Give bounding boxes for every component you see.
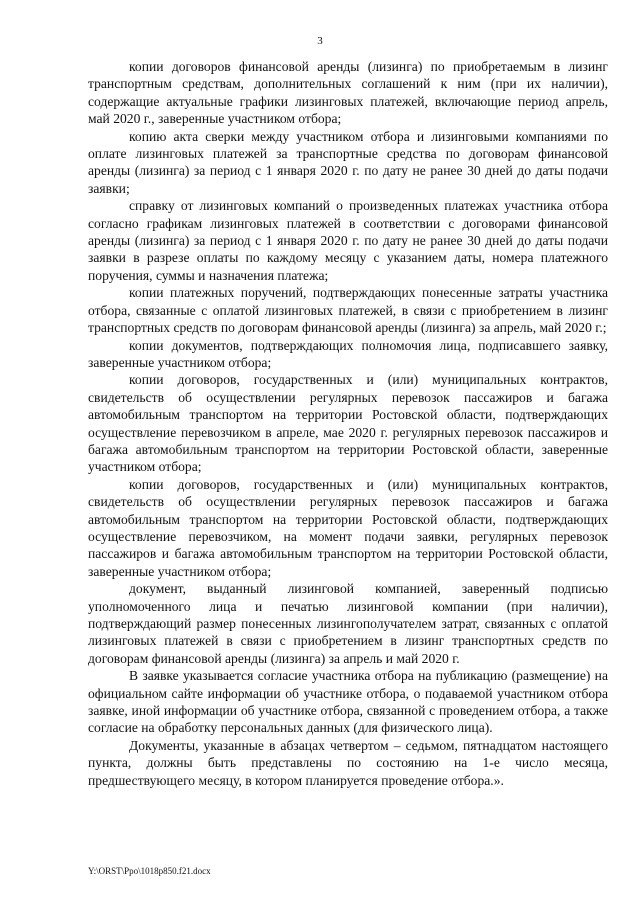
paragraph-leasing-contracts: копии договоров финансовой аренды (лизинга) по приобретаемым в лизинг транспортным средствам, дополнительных соглашений к ним (при их наличии), содержащие актуальные графики лизинговых платежей, включающие период апрель, май 2020 г., заверенные участником отбора; <box>88 59 608 127</box>
paragraph-publication-consent: В заявке указывается согласие участника отбора на публикацию (размещение) на официальном сайте информации об участнике отбора, о подаваемой участником отбора заявке, иной информации об участнике отбора, связанной с проведением отбора, а также согласие на обработку персональных данных (для физического лица). <box>88 668 608 736</box>
paragraph-leasing-company-document: документ, выданный лизинговой компанией, заверенный подписью уполномоченного лица и печатью лизинговой компании (при наличии), подтверждающий размер понесенных лизингополучателем затрат, связанных с оплатой лизинговых платежей в связи с приобретением в лизинг транспортных средств по договорам финансовой аренды (лизинга) за апрель и май 2020 г. <box>88 581 608 666</box>
paragraph-documents-date: Документы, указанные в абзацах четвертом – седьмом, пятнадцатом настоящего пункта, должны быть представлены по состоянию на 1-е число месяца, предшествующего месяцу, в котором планируется проведение отбора.». <box>88 737 608 788</box>
paragraph-contracts-current: копии договоров, государственных и (или) муниципальных контрактов, свидетельств об осуществлении регулярных перевозок пассажиров и багажа автомобильным транспортом на территории Ростовской области, подтверждающих осуществление перевозчиком, на момент подачи заявки, регулярных перевозок пассажиров и багажа автомобильным транспортом на территории Ростовской области, заверенные участником отбора; <box>88 476 608 579</box>
paragraph-reconciliation-act: копию акта сверки между участником отбора и лизинговыми компаниями по оплате лизинговых платежей за транспортные средства по договорам финансовой аренды (лизинга) за период с 1 января 2020 г. по дату не ранее 30 дней до даты подачи заявки; <box>88 128 608 196</box>
page-number: 3 <box>317 35 323 47</box>
paragraph-authority-documents: копии документов, подтверждающих полномочия лица, подписавшего заявку, заверенные участником отбора; <box>88 337 608 370</box>
paragraph-payment-orders: копии платежных поручений, подтверждающих понесенные затраты участника отбора, связанные с оплатой лизинговых платежей, в связи с приобретением в лизинг транспортных средств по договорам финансовой аренды (лизинга) за апрель, май 2020 г.; <box>88 285 608 336</box>
paragraph-payments-certificate: справку от лизинговых компаний о произведенных платежах участника отбора согласно графикам лизинговых платежей в соответствии с договорами финансовой аренды (лизинга) за период с 1 января 2020 г. по дату не ранее 30 дней до даты подачи заявки в разрезе оплаты по каждому месяцу с указанием даты, номера платежного поручения, суммы и назначения платежа; <box>88 198 608 283</box>
document-body <box>88 58 608 789</box>
paragraph-contracts-april-may: копии договоров, государственных и (или) муниципальных контрактов, свидетельств об осуществлении регулярных перевозок пассажиров и багажа автомобильным транспортом на территории Ростовской области, подтверждающих осуществление перевозчиком в апреле, мае 2020 г. регулярных перевозок пассажиров и багажа автомобильным транспортом на территории Ростовской области, заверенные участником отбора; <box>88 372 608 475</box>
footer-file-path: Y:\ORST\Ppo\1018p850.f21.docx <box>88 866 211 876</box>
